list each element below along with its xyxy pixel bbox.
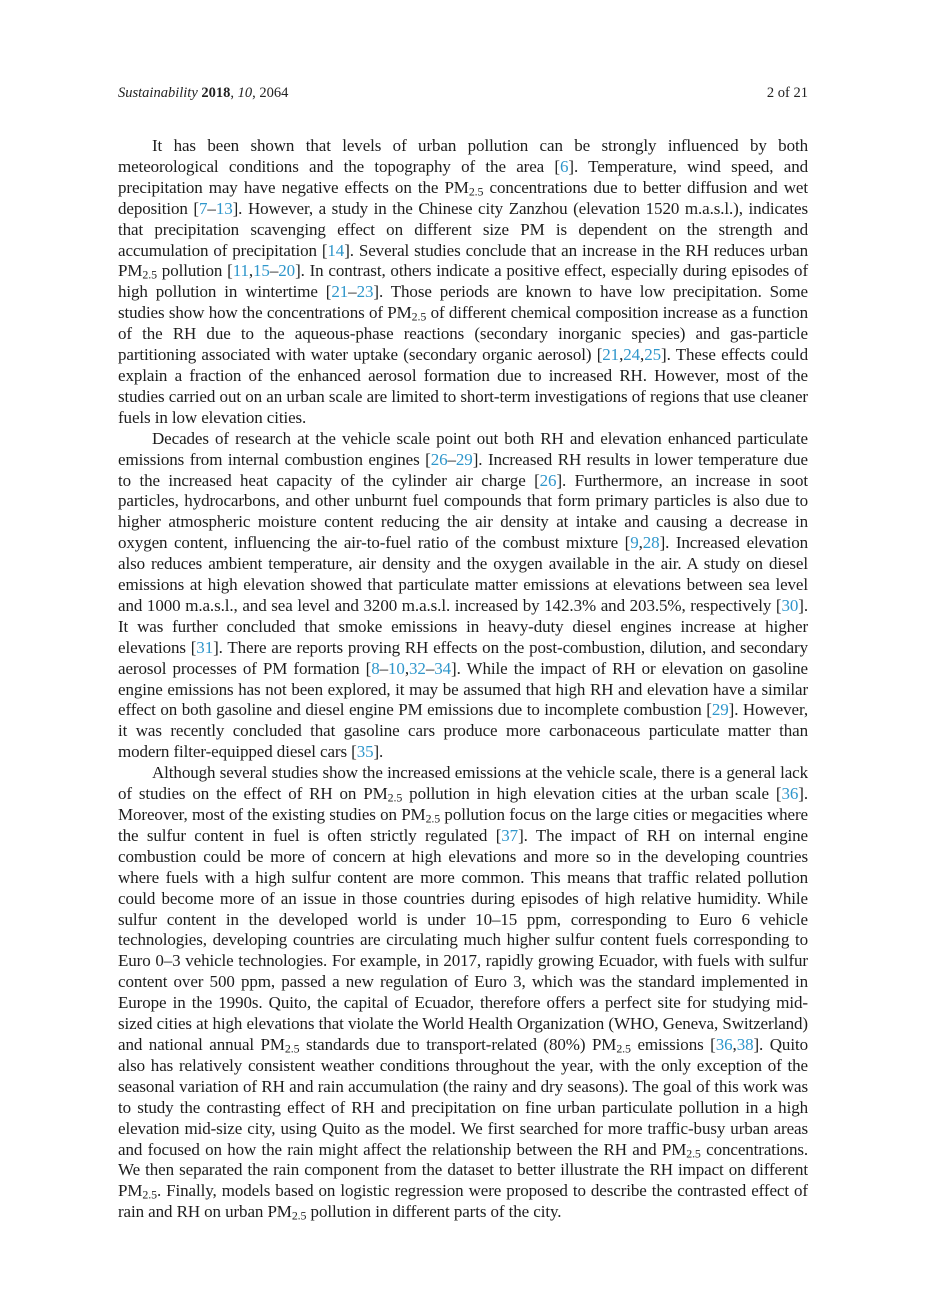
citation-link[interactable]: 29	[711, 700, 729, 720]
citation-link[interactable]: 36	[715, 1034, 733, 1054]
subscript: 2.5	[387, 790, 403, 805]
citation-link[interactable]: 25	[644, 345, 662, 365]
subscript: 2.5	[142, 1187, 157, 1202]
citation-link[interactable]: 13	[215, 198, 233, 218]
paragraph: It has been shown that levels of urban pollution can be strongly influenced by both meteorological conditions and the topography of the area [6]. Temperature, wind speed, and precipitation may have negative effects on the $PM_{2.5}$ concentrations due to better diffusion and wet deposition [7–13]. However, a study in the Chinese city Zanzhou (elevation 1520 m.a.s.l.), indicates that precipitation scavenging effect on different size PM is dependent on the strength and accumulation of precipitation [14]. Several studies conclude that an increase in the RH reduces urban $PM_{2.5}$ pollution [11,15–20]. In contrast, others indicate a positive effect, especially during episodes of high pollution in wintertime [21–23]. Those periods are known to have low precipitation. Some studies show how the concentrations of $PM_{2.5}$ of different chemical composition increase as a function of the RH due to the aqueous-phase reactions (secondary inorganic species) and gas-particle partitioning associated with water uptake (secondary organic aerosol) [21,24,25]. These effects could explain a fraction of the enhanced aerosol formation due to increased RH. However, most of the studies carried out on an urban scale are limited to short-term investigations of regions that use cleaner fuels in low elevation cities.	[118, 136, 809, 427]
citation-link[interactable]: 24	[623, 345, 641, 365]
subscript: 2.5	[468, 184, 484, 199]
citation-link[interactable]: 21	[331, 282, 349, 302]
paragraph: Decades of research at the vehicle scale point out both RH and elevation enhanced particulate emissions from internal combustion engines [26–29]. Increased RH results in lower temperature due to the increased heat capacity of the cylinder air charge [26]. Furthermore, an increase in soot particles, hydrocarbons, and other unburnt fuel compounds that form primary particles is also due to higher atmospheric moisture content reducing the air density at intake and causing a decrease in oxygen content, influencing the air-to-fuel ratio of the combust mixture [9,28]. Increased elevation also reduces ambient temperature, air density and the oxygen available in the air. A study on diesel emissions at high elevation showed that particulate matter emissions at elevations between sea level and 1000 m.a.s.l., and sea level and 3200 m.a.s.l. increased by 142.3% and 203.5%, respectively [30]. It was further concluded that smoke emissions in heavy-duty diesel engines increase at higher elevations [31]. There are reports proving RH effects on the post-combustion, dilution, and secondary aerosol processes of PM formation [8–10,32–34]. While the impact of RH or elevation on gasoline engine emissions has not been explored, it may be assumed that high RH and elevation have a similar effect on both gasoline and diesel engine PM emissions due to incomplete combustion [29]. However, it was recently concluded that gasoline cars produce more carbonaceous particulate matter than modern filter-equipped diesel cars [35].	[118, 428, 809, 762]
subscript: 2.5	[616, 1041, 631, 1056]
citation-link[interactable]: 26	[539, 470, 557, 490]
citation-link[interactable]: 37	[501, 825, 519, 845]
journal-citation: Sustainability 2018, 10, 2064	[118, 85, 289, 101]
paragraph: Although several studies show the increased emissions at the vehicle scale, there is a general lack of studies on the effect of RH on $PM_{2.5}$ pollution in high elevation cities at the urban scale [36]. Moreover, most of the existing studies on $PM_{2.5}$ pollution focus on the large cities or megacities where the sulfur content in fuel is often strictly regulated [37]. The impact of RH on internal engine combustion could be more of concern at high elevations and more so in the developing countries where fuels with a high sulfur content are more common. This means that traffic related pollution could become more of an issue in those countries during episodes of high relative humidity. While sulfur content in the developed world is under 10–15 ppm, corresponding to Euro 6 vehicle technologies, developing countries are circulating much higher sulfur content fuels corresponding to Euro 0–3 vehicle technologies. For example, in 2017, rapidly growing Ecuador, with fuels with sulfur content over 500 ppm, passed a new regulation of Euro 3, which was the standard implemented in Europe in the 1990s. Quito, the capital of Ecuador, therefore offers a perfect site for studying mid-sized cities at high elevations that violate the World Health Organization (WHO, Geneva, Switzerland) and national annual $PM_{2.5}$ standards due to transport-related (80%) $PM_{2.5}$ emissions [36,38]. Quito also has relatively consistent weather conditions throughout the year, with the only exception of the seasonal variation of RH and rain accumulation (the rainy and dry seasons). The goal of this work was to study the contrasting effect of RH and precipitation on fine urban particulate pollution in a high elevation mid-size city, using Quito as the model. We first searched for more traffic-busy urban areas and focused on how the rain might affect the relationship between the RH and $PM_{2.5}$ concentrations. We then separated the rain component from the dataset to better illustrate the RH impact on different $PM_{2.5}$. Finally, models based on logistic regression were proposed to describe the contrasted effect of rain and RH on urban $PM_{2.5}$ pollution in different parts of the city.	[118, 763, 809, 1223]
citation-link[interactable]: 23	[356, 282, 374, 302]
citation-link[interactable]: 20	[278, 261, 296, 281]
citation-link[interactable]: 38	[736, 1034, 754, 1054]
citation-link[interactable]: 32	[409, 658, 426, 678]
citation-link[interactable]: 28	[642, 533, 660, 553]
citation-link[interactable]: 7	[199, 198, 208, 218]
citation-link[interactable]: 29	[455, 449, 473, 469]
citation-link[interactable]: 9	[630, 533, 639, 553]
citation-link[interactable]: 10	[388, 658, 405, 678]
citation-link[interactable]: 21	[602, 345, 620, 365]
citation-link[interactable]: 36	[781, 784, 799, 804]
subscript: 2.5	[291, 1208, 307, 1223]
citation-link[interactable]: 14	[327, 240, 345, 260]
citation-link[interactable]: 35	[356, 742, 374, 762]
subscript: 2.5	[411, 309, 427, 324]
page-number: 2 of 21	[766, 85, 808, 101]
citation-link[interactable]: 30	[781, 595, 799, 615]
subscript: 2.5	[686, 1146, 701, 1161]
article-body	[118, 136, 808, 1223]
bold-text: 2018	[201, 85, 231, 101]
citation-link[interactable]: 34	[434, 658, 452, 678]
italic-text: Sustainability	[118, 85, 202, 101]
running-header	[118, 85, 808, 102]
citation-link[interactable]: 31	[196, 637, 214, 657]
subscript: 2.5	[284, 1041, 300, 1056]
citation-link[interactable]: 15	[253, 261, 270, 281]
citation-link[interactable]: 6	[560, 156, 569, 176]
subscript: 2.5	[425, 811, 441, 826]
subscript: 2.5	[142, 268, 157, 283]
italic-text: 10	[237, 85, 253, 101]
citation-link[interactable]: 8	[371, 658, 380, 678]
citation-link[interactable]: 11	[232, 261, 249, 281]
citation-link[interactable]: 26	[430, 449, 448, 469]
